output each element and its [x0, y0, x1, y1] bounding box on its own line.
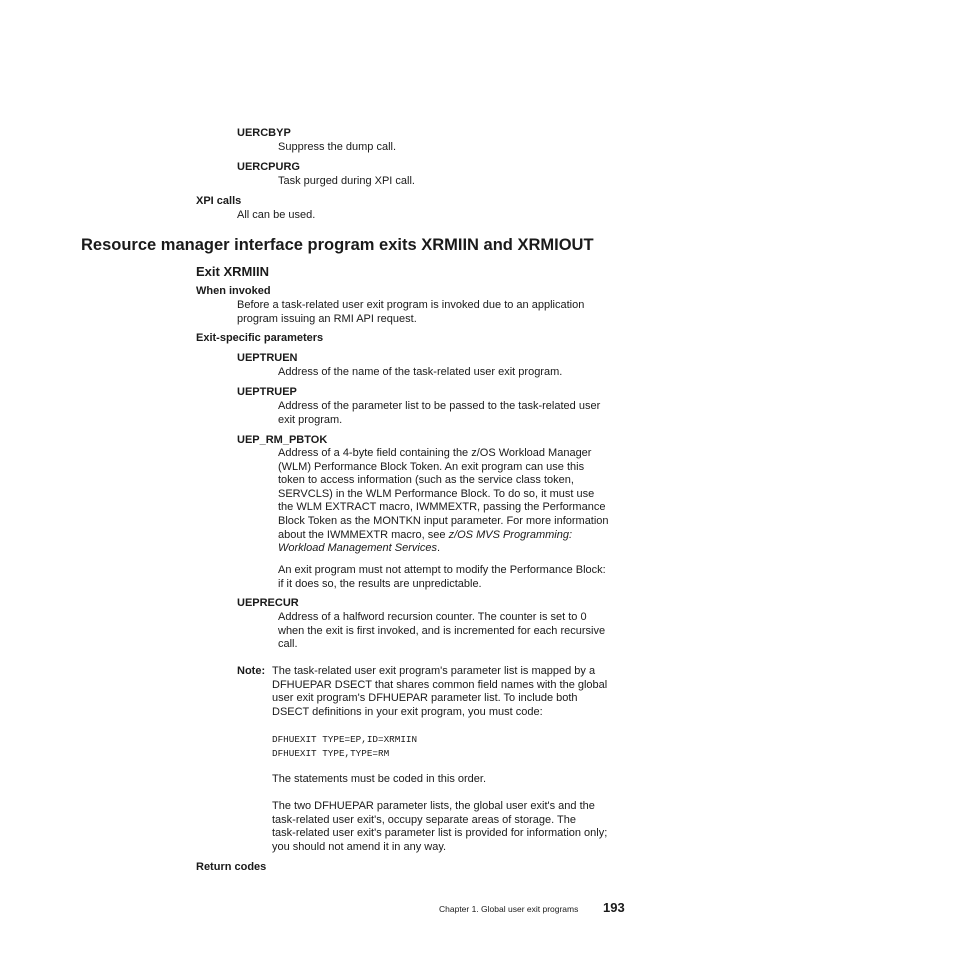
exit-title: Exit XRMIIN [196, 264, 269, 279]
ueprecur-desc [278, 611, 605, 652]
pbtok-line: the WLM EXTRACT macro, IWMMEXTR, passing the Performance [278, 501, 606, 514]
uercpurg-desc: Task purged during XPI call. [278, 175, 415, 187]
pbtok-line [278, 542, 609, 556]
note-order: The statements must be coded in this order. [272, 773, 487, 785]
note-label: Note: [237, 665, 266, 677]
publication-reference-cont: Workload Management Services [278, 542, 437, 555]
uep-rm-pbtok-para2 [278, 564, 606, 591]
note-body [272, 665, 607, 719]
ueprecur-line: Address of a halfword recursion counter. The counter is set to 0 [278, 611, 587, 623]
pbtok-line: Block Token as the MONTKN input parameter. For more information [278, 514, 609, 527]
pbtok-line-prefix: about the IWMMEXTR macro, see [278, 528, 449, 541]
exit-params-heading: Exit-specific parameters [196, 332, 324, 344]
ueptruen-desc: Address of the name of the task-related user exit program. [278, 366, 563, 378]
when-invoked-term: When invoked [196, 285, 271, 297]
note-final-line: you should not amend it in any way. [272, 840, 447, 853]
when-invoked-desc [237, 299, 584, 326]
return-codes-heading: Return codes [196, 861, 267, 873]
note-final-line: The two DFHUEPAR parameter lists, the global user exit's and the [272, 800, 595, 812]
footer-chapter: Chapter 1. Global user exit programs [439, 904, 579, 914]
xpi-calls-desc: All can be used. [237, 209, 316, 221]
pbtok-line-suffix: . [436, 542, 441, 555]
uercpurg-term: UERCPURG [237, 161, 300, 173]
uercbyp-desc: Suppress the dump call. [278, 141, 397, 153]
when-invoked-line: program issuing an RMI API request. [237, 312, 417, 325]
ueprecur-line: when the exit is first invoked, and is incremented for each recursive [278, 624, 606, 637]
pbtok-para2-line: if it does so, the results are unpredictable. [278, 577, 482, 590]
note-final-line: task-related user exit's parameter list is provided for information only; [272, 827, 608, 840]
uep-rm-pbtok-desc [278, 447, 609, 556]
note-line: DSECT definitions in your exit program, you must code: [272, 705, 543, 718]
when-invoked-line: Before a task-related user exit program is invoked due to an application [237, 299, 585, 311]
pbtok-line [278, 529, 609, 543]
publication-reference: z/OS MVS Programming: [448, 528, 573, 541]
note-line: user exit program's DFHUEPAR parameter list. To include both [272, 692, 578, 705]
xpi-calls-term: XPI calls [196, 195, 242, 207]
code-line: DFHUEXIT TYPE=EP,ID=XRMIIN [272, 734, 418, 745]
pbtok-line: Address of a 4-byte field containing the z/OS Workload Manager [278, 447, 592, 459]
ueprecur-line: call. [278, 638, 298, 651]
ueptruep-desc [278, 400, 600, 427]
note-final-line: task-related user exit's, occupy separate areas of storage. The [272, 813, 576, 826]
code-block [272, 733, 417, 760]
note-line: The task-related user exit program's parameter list is mapped by a [272, 665, 596, 677]
pbtok-para2-line: An exit program must not attempt to modify the Performance Block: [278, 564, 606, 576]
ueptruen-term: UEPTRUEN [237, 352, 298, 364]
pbtok-line: (WLM) Performance Block Token. An exit program can use this [278, 460, 585, 473]
page-number: 193 [603, 900, 625, 915]
uercbyp-term: UERCBYP [237, 127, 291, 139]
ueptruep-line: exit program. [278, 413, 343, 426]
note-final [272, 800, 607, 854]
pbtok-line: SERVCLS) in the WLM Performance Block. To do so, it must use [278, 487, 595, 500]
pbtok-line: token to access information (such as the service class token, [278, 474, 574, 487]
note-line: DFHUEPAR DSECT that shares common field names with the global [272, 678, 608, 691]
ueptruep-line: Address of the parameter list to be passed to the task-related user [278, 400, 601, 412]
code-line: DFHUEXIT TYPE,TYPE=RM [272, 747, 390, 759]
ueptruep-term: UEPTRUEP [237, 386, 297, 398]
uep-rm-pbtok-term: UEP_RM_PBTOK [237, 434, 328, 446]
ueprecur-term: UEPRECUR [237, 597, 299, 609]
section-title: Resource manager interface program exits XRMIIN and XRMIOUT [81, 236, 594, 254]
